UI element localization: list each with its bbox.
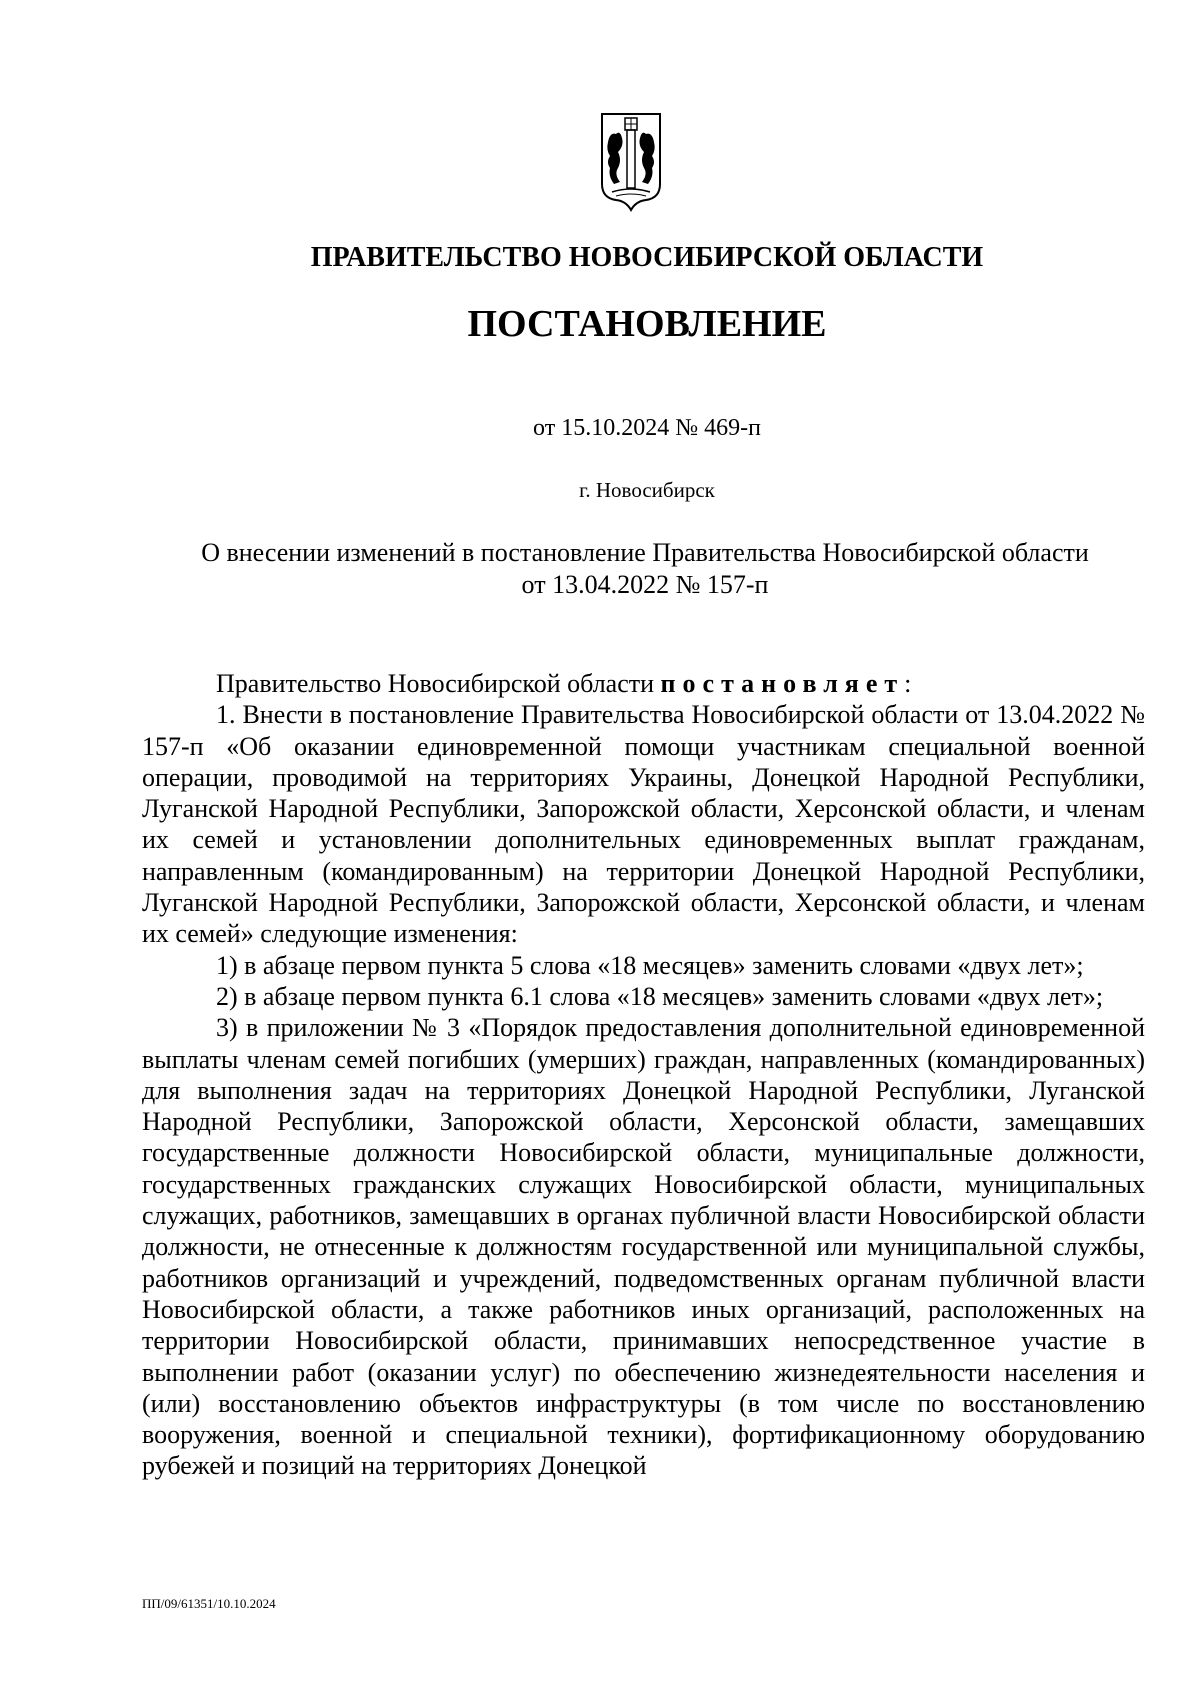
document-body (142, 668, 1145, 1482)
intro-lead: Правительство Новосибирской области (216, 669, 661, 698)
intro-end: : (904, 669, 912, 698)
paragraph-2: 1) в абзаце первом пункта 5 слова «18 месяцев» заменить словами «двух лет»; (216, 950, 1084, 980)
paragraph-4: 3) в приложении № 3 «Порядок предоставления дополнительной единовременной выплаты членам семей погибших (умерших) граждан, направленных (командированных) для выполнения задач на территориях Донецкой Народной Республики, Луганской Народной Республики, Запорожской области, Херсонской области, замещавших государственные должности Новосибирской области, муниципальные должности, государственных гражданских служащих Новосибирской области, муниципальных служащих, работников, замещавших в органах публичной власти Новосибирской области должности, не отнесенные к должностям государственной или муниципальной службы, работников организаций и учреждений, подведомственных органам публичной власти Новосибирской области, а также работников иных организаций, расположенных на территории Новосибирской области, принимавших непосредственное участие в выполнении работ (оказании услуг) по обеспечению жизнедеятельности населения и (или) восстановлению объектов инфраструктуры (в том числе по восстановлению вооружения, военной и специальной техники), фортификационному оборудованию рубежей и позиций на территориях Донецкой (142, 1013, 1145, 1481)
paragraph-3: 2) в абзаце первом пункта 6.1 слова «18 месяцев» заменить словами «двух лет»; (216, 981, 1104, 1011)
city-line: г. Новосибирск (579, 478, 715, 502)
document-type-title: ПОСТАНОВЛЕНИЕ (467, 303, 827, 345)
government-heading: ПРАВИТЕЛЬСТВО НОВОСИБИРСКОЙ ОБЛАСТИ (310, 242, 984, 273)
document-number-line: от 15.10.2024 № 469-п (533, 415, 761, 441)
coat-of-arms-icon (600, 112, 662, 212)
subject-line-1: О внесении изменений в постановление Правительства Новосибирской области (201, 538, 1089, 567)
footer-code: ПП/09/61351/10.10.2024 (142, 1596, 276, 1611)
paragraph-1: 1. Внести в постановление Правительства Новосибирской области от 13.04.2022 № 157-п «Об оказании единовременной помощи участникам специальной военной операции, проводимой на территориях Украины, Донецкой Народной Республики, Луганской Народной Республики, Запорожской области, Херсонской области, и членам их семей и установлении дополнительных единовременных выплат гражданам, направленным (командированным) на территории Донецкой Народной Республики, Луганской Народной Республики, Запорожской области, Херсонской области, и членам их семей» следующие изменения: (142, 700, 1145, 949)
intro-keyword: постановляет (660, 669, 905, 698)
intro-paragraph (142, 668, 1145, 699)
document-subject (155, 537, 1135, 601)
subject-line-2: от 13.04.2022 № 157-п (521, 570, 769, 599)
